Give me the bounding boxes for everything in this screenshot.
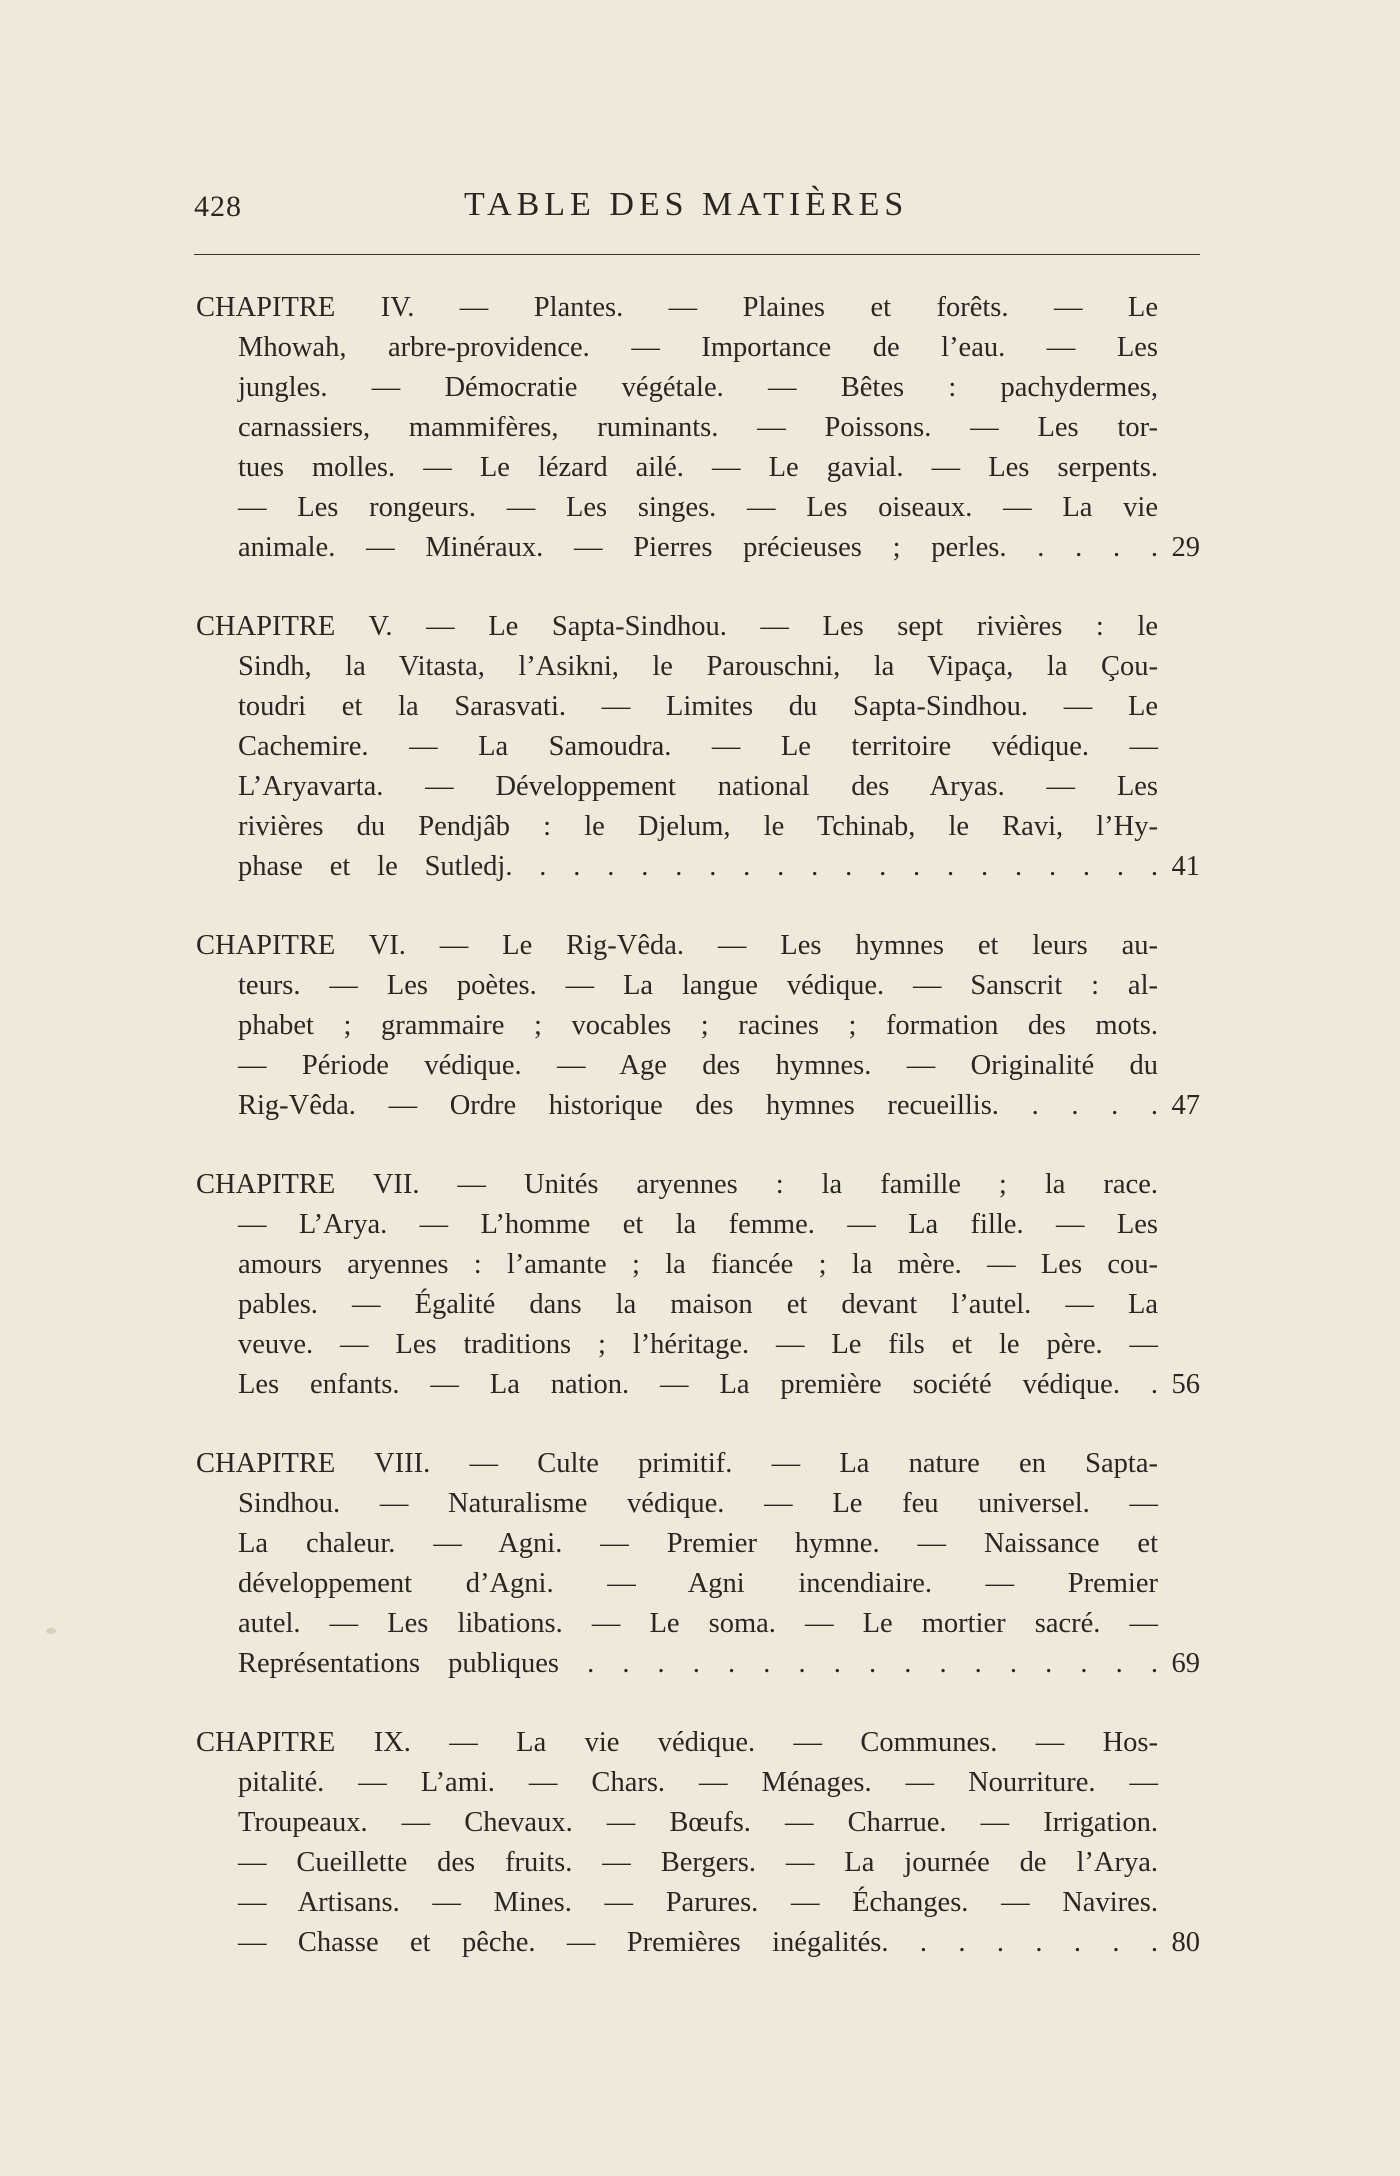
chapter-summary-line: phabet ; grammaire ; vocables ; racines ; formation des mots. — [238, 1010, 1158, 1041]
running-title: TABLE DES MATIÈRES — [464, 186, 909, 223]
chapter-summary-line: phase et le Sutledj. . . . . . . . . . . . . . . . . . . . — [238, 851, 1158, 882]
chapter-summary-line: — L’Arya. — L’homme et la femme. — La fille. — Les — [238, 1209, 1158, 1240]
chapter-summary-line: développement d’Agni. — Agni incendiaire. — Premier — [238, 1568, 1158, 1599]
chapter-summary-line: Les enfants. — La nation. — La première société védique. . — [238, 1369, 1158, 1400]
toc-entry — [196, 1444, 1200, 1684]
chapter-summary-line: La chaleur. — Agni. — Premier hymne. — Naissance et — [238, 1528, 1158, 1559]
table-of-contents — [196, 288, 1200, 2002]
chapter-summary-line: pitalité. — L’ami. — Chars. — Ménages. — Nourriture. — — [238, 1767, 1158, 1798]
page-number: 428 — [194, 190, 242, 223]
chapter-heading-line: CHAPITRE IV. — Plantes. — Plaines et forêts. — Le — [196, 292, 1158, 323]
toc-entry — [196, 926, 1200, 1126]
chapter-summary-line: tues molles. — Le lézard ailé. — Le gavial. — Les serpents. — [238, 452, 1158, 483]
chapter-page-number: 41 — [1171, 851, 1200, 882]
chapter-summary-line: pables. — Égalité dans la maison et devant l’autel. — La — [238, 1289, 1158, 1320]
chapter-summary-line: autel. — Les libations. — Le soma. — Le mortier sacré. — — [238, 1608, 1158, 1639]
chapter-summary-line: Mhowah, arbre-providence. — Importance de l’eau. — Les — [238, 332, 1158, 363]
chapter-summary-line: Sindhou. — Naturalisme védique. — Le feu universel. — — [238, 1488, 1158, 1519]
chapter-heading-line: CHAPITRE V. — Le Sapta-Sindhou. — Les sept rivières : le — [196, 611, 1158, 642]
toc-entry — [196, 1723, 1200, 1963]
chapter-page-number: 47 — [1171, 1090, 1200, 1121]
toc-entry — [196, 1165, 1200, 1405]
chapter-summary-line: amours aryennes : l’amante ; la fiancée ; la mère. — Les cou- — [238, 1249, 1158, 1280]
chapter-summary-line: — Artisans. — Mines. — Parures. — Échanges. — Navires. — [238, 1887, 1158, 1918]
chapter-summary-line: jungles. — Démocratie végétale. — Bêtes : pachydermes, — [238, 372, 1158, 403]
chapter-summary-line: rivières du Pendjâb : le Djelum, le Tchinab, le Ravi, l’Hy- — [238, 811, 1158, 842]
chapter-summary-line: toudri et la Sarasvati. — Limites du Sapta-Sindhou. — Le — [238, 691, 1158, 722]
toc-entry — [196, 288, 1200, 568]
chapter-page-number: 56 — [1171, 1369, 1200, 1400]
paper-smudge — [46, 1628, 56, 1634]
chapter-page-number: 29 — [1171, 532, 1200, 563]
toc-entry — [196, 607, 1200, 887]
chapter-summary-line: Représentations publiques . . . . . . . . . . . . . . . . . — [238, 1648, 1158, 1679]
chapter-summary-line: L’Aryavarta. — Développement national des Aryas. — Les — [238, 771, 1158, 802]
chapter-heading-line: CHAPITRE VIII. — Culte primitif. — La nature en Sapta- — [196, 1448, 1158, 1479]
chapter-heading-line: CHAPITRE VII. — Unités aryennes : la famille ; la race. — [196, 1169, 1158, 1200]
chapter-summary-line: veuve. — Les traditions ; l’héritage. — Le fils et le père. — — [238, 1329, 1158, 1360]
chapter-heading-line: CHAPITRE VI. — Le Rig-Vêda. — Les hymnes et leurs au- — [196, 930, 1158, 961]
chapter-summary-line: animale. — Minéraux. — Pierres précieuses ; perles. . . . . — [238, 532, 1158, 563]
chapter-page-number: 80 — [1171, 1927, 1200, 1958]
chapter-heading-line: CHAPITRE IX. — La vie védique. — Communes. — Hos- — [196, 1727, 1158, 1758]
chapter-summary-line: — Chasse et pêche. — Premières inégalités. . . . . . . . — [238, 1927, 1158, 1958]
chapter-summary-line: Sindh, la Vitasta, l’Asikni, le Parouschni, la Vipaça, la Çou- — [238, 651, 1158, 682]
chapter-summary-line: Cachemire. — La Samoudra. — Le territoire védique. — — [238, 731, 1158, 762]
chapter-summary-line: carnassiers, mammifères, ruminants. — Poissons. — Les tor- — [238, 412, 1158, 443]
chapter-summary-line: Troupeaux. — Chevaux. — Bœufs. — Charrue. — Irrigation. — [238, 1807, 1158, 1838]
chapter-summary-line: — Cueillette des fruits. — Bergers. — La journée de l’Arya. — [238, 1847, 1158, 1878]
chapter-summary-line: Rig-Vêda. — Ordre historique des hymnes recueillis. . . . . — [238, 1090, 1158, 1121]
chapter-page-number: 69 — [1171, 1648, 1200, 1679]
chapter-summary-line: teurs. — Les poètes. — La langue védique. — Sanscrit : al- — [238, 970, 1158, 1001]
chapter-summary-line: — Période védique. — Age des hymnes. — Originalité du — [238, 1050, 1158, 1081]
page-header — [194, 182, 1200, 232]
chapter-summary-line: — Les rongeurs. — Les singes. — Les oiseaux. — La vie — [238, 492, 1158, 523]
header-rule — [194, 254, 1200, 255]
